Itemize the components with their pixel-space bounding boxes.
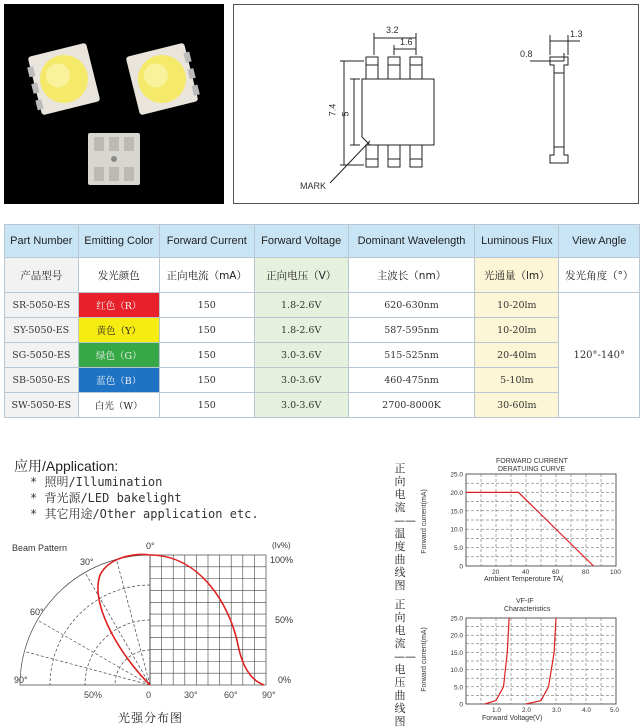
vfif-xlabel: Forward Voltage(V): [482, 715, 543, 722]
vfif-title2: Characteristics: [504, 606, 551, 613]
dim-side-height: 1.3: [570, 29, 583, 39]
cell-wavelength: 2700-8000K: [348, 393, 474, 418]
vfif-xtick: 2.0: [522, 707, 532, 714]
cell-flux: 30-60lm: [475, 393, 559, 418]
cn-header-wavelength: 主波长（nm）: [348, 258, 474, 293]
beam-angle-60: 60°: [30, 607, 44, 617]
vfif-ytick: 5.0: [453, 684, 463, 692]
cell-view-angle: 120°-140°: [559, 293, 640, 418]
cell-part: SR-5050-ES: [5, 293, 79, 318]
cn-header-flux: 光通量（lm）: [475, 258, 559, 293]
header-dominant-wavelength: Dominant Wavelength: [348, 225, 474, 258]
table-row: [5, 393, 640, 418]
application-item: * 其它用途/Other application etc.: [30, 507, 259, 521]
derating-ytick: 5.0: [453, 545, 463, 553]
beam-bottom-30: 30°: [184, 690, 198, 700]
table-row: [5, 343, 640, 368]
cn-header-color: 发光颜色: [78, 258, 159, 293]
cell-voltage: 1.8-2.6V: [254, 318, 348, 343]
cell-part: SB-5050-ES: [5, 368, 79, 393]
vfif-xtick: 5.0: [610, 707, 620, 714]
cell-color: 蓝色（B）: [78, 368, 159, 393]
led-photo: [4, 4, 224, 204]
derating-plot: [418, 456, 638, 588]
derating-xtick: 80: [582, 569, 590, 576]
vfif-title1: VF-IF: [516, 598, 534, 605]
vfif-chart: [418, 592, 638, 726]
cn-header-angle: 发光角度（°）: [559, 258, 640, 293]
cn-header-part: 产品型号: [5, 258, 79, 293]
cell-voltage: 3.0-3.6V: [254, 393, 348, 418]
cell-color: 绿色（G）: [78, 343, 159, 368]
cell-wavelength: 620-630nm: [348, 293, 474, 318]
vfif-ytick: 25.0: [450, 615, 463, 623]
beam-angle-0: 0°: [146, 541, 155, 551]
beam-angle-90: 90°: [14, 675, 28, 685]
beam-angle-30: 30°: [80, 557, 94, 567]
vfif-ytick: 10.0: [450, 667, 463, 675]
derating-title1: FORWARD CURRENT: [496, 458, 568, 465]
header-luminous-flux: Luminous Flux: [475, 225, 559, 258]
cell-current: 150: [160, 368, 255, 393]
derating-chart: [418, 456, 638, 588]
beam-pct-50: 50%: [275, 615, 294, 625]
dimension-drawing: [233, 4, 639, 204]
cell-wavelength: 460-475nm: [348, 368, 474, 393]
header-part-number: Part Number: [5, 225, 79, 258]
cell-current: 150: [160, 393, 255, 418]
cell-part: SW-5050-ES: [5, 393, 79, 418]
vfif-xtick: 4.0: [582, 707, 592, 714]
cell-flux: 20-40lm: [475, 343, 559, 368]
table-row: [5, 368, 640, 393]
cell-voltage: 3.0-3.6V: [254, 343, 348, 368]
derating-xlabel: Ambient Temperoture TA(: [484, 576, 564, 583]
spec-table: [4, 224, 640, 418]
dim-top-width: 3.2: [386, 25, 399, 35]
vfif-side-label: 正向电流——电压曲线图: [394, 598, 416, 728]
beam-bottom-0: 0: [146, 690, 152, 700]
beam-caption: 光强分布图: [118, 711, 184, 725]
header-forward-current: Forward Current: [160, 225, 255, 258]
dim-body-height: 7.4: [327, 103, 338, 117]
header-forward-voltage: Forward Voltage: [254, 225, 348, 258]
derating-ytick: 0: [459, 563, 463, 571]
table-row: [5, 293, 640, 318]
cell-wavelength: 515-525nm: [348, 343, 474, 368]
derating-side-label: 正向电流——温度曲线图: [394, 462, 416, 592]
vfif-ytick: 20.0: [450, 632, 463, 640]
cell-part: SG-5050-ES: [5, 343, 79, 368]
derating-xtick: 60: [552, 569, 560, 576]
vfif-plot: [418, 592, 638, 726]
cell-part: SY-5050-ES: [5, 318, 79, 343]
derating-xtick: 40: [522, 569, 530, 576]
derating-ytick: 20.0: [450, 489, 463, 497]
derating-ytick: 15.0: [450, 508, 463, 516]
beam-pct-100: 100%: [270, 555, 294, 565]
cell-current: 150: [160, 318, 255, 343]
derating-title2: DERATUING CURVE: [498, 466, 566, 473]
beam-pct-0: 0%: [278, 675, 292, 685]
cn-header-voltage: 正向电压（V）: [254, 258, 348, 293]
mark-label: MARK: [300, 181, 327, 191]
cell-flux: 5-10lm: [475, 368, 559, 393]
cell-color: 红色（R）: [78, 293, 159, 318]
beam-bottom-60: 60°: [224, 690, 238, 700]
header-view-angle: View Angle: [559, 225, 640, 258]
vfif-ytick: 0: [459, 701, 463, 709]
derating-ytick: 10.0: [450, 526, 463, 534]
cell-flux: 10-20lm: [475, 318, 559, 343]
beam-pattern-plot: [0, 535, 300, 728]
vfif-ylabel: Forward current(mA): [420, 627, 428, 692]
cell-voltage: 3.0-3.6V: [254, 368, 348, 393]
vfif-xtick: 3.0: [552, 707, 562, 714]
application-item: * 照明/Illumination: [30, 475, 163, 489]
header-emitting-color: Emitting Color: [78, 225, 159, 258]
cell-current: 150: [160, 343, 255, 368]
cell-voltage: 1.8-2.6V: [254, 293, 348, 318]
cn-header-current: 正向电流（mA）: [160, 258, 255, 293]
cell-current: 150: [160, 293, 255, 318]
derating-series-line: [466, 492, 594, 566]
table-header-row: [5, 225, 640, 258]
application-title: 应用/Application:: [14, 458, 119, 474]
table-row: [5, 318, 640, 343]
beam-bottom-90: 90°: [262, 690, 276, 700]
vfif-xtick: 1.0: [492, 707, 502, 714]
derating-ytick: 25.0: [450, 471, 463, 479]
application-item: * 背光源/LED bakelight: [30, 491, 182, 505]
beam-title: Beam Pattern: [12, 543, 68, 553]
application-section: [14, 458, 259, 522]
beam-pattern: [0, 535, 300, 728]
derating-ylabel: Forward current(mA): [420, 489, 428, 554]
table-cn-header-row: [5, 258, 640, 293]
beam-bottom-50: 50%: [84, 690, 103, 700]
dim-lead-width: 1.6: [400, 37, 413, 47]
derating-xtick: 100: [610, 569, 621, 576]
derating-xtick: 20: [492, 569, 500, 576]
cell-wavelength: 587-595nm: [348, 318, 474, 343]
cell-color: 白光（W）: [78, 393, 159, 418]
vfif-ytick: 15.0: [450, 649, 463, 657]
cell-color: 黄色（Y）: [78, 318, 159, 343]
dim-side-lead: 0.8: [520, 49, 533, 59]
beam-iv-label: (Iv%): [272, 541, 291, 550]
dim-inner-height: 5: [340, 111, 351, 117]
cell-flux: 10-20lm: [475, 293, 559, 318]
